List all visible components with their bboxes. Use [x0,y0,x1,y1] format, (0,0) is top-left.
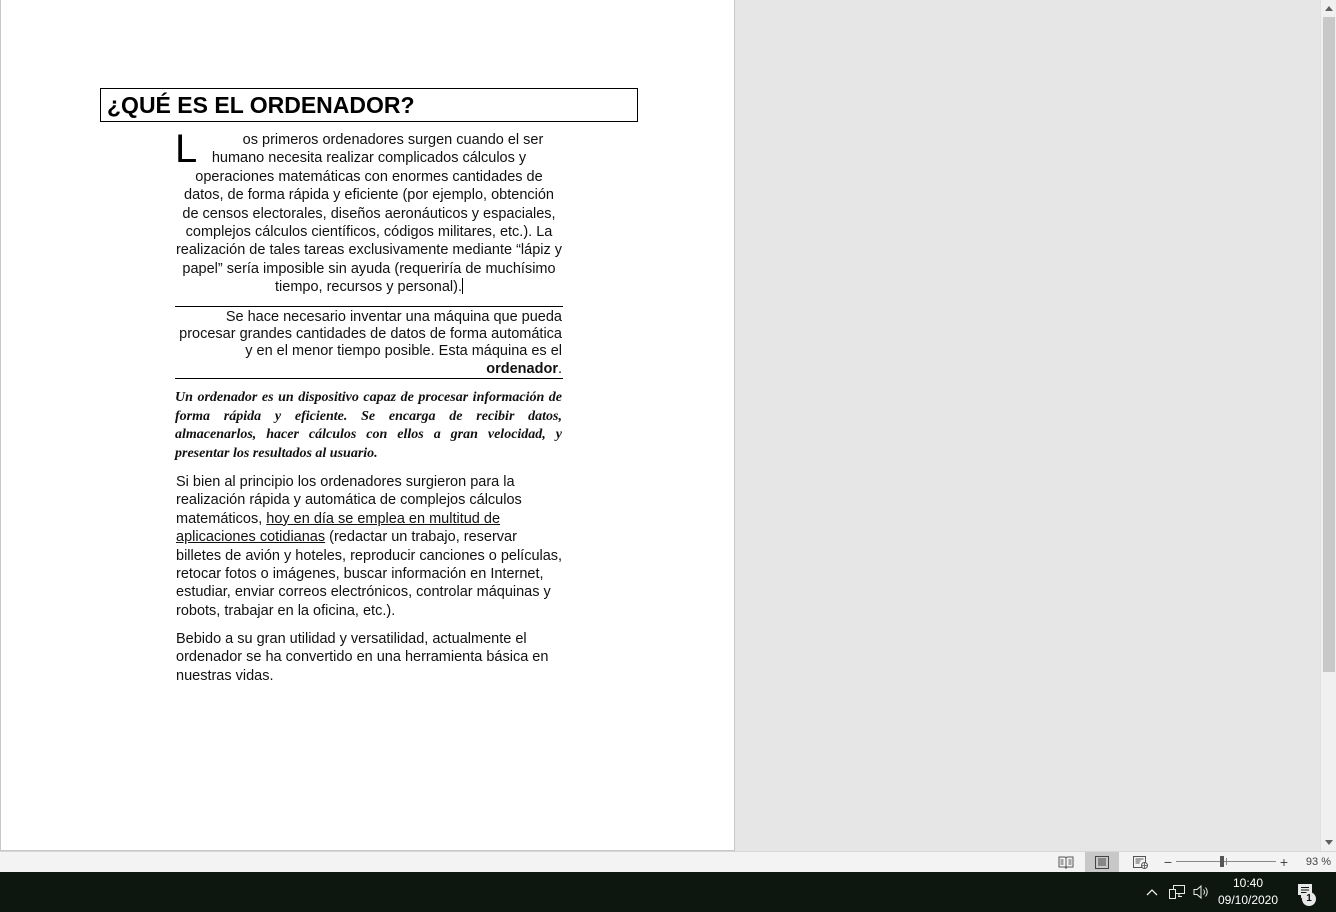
scroll-up-button[interactable] [1321,0,1336,16]
document-title[interactable]: ¿QUÉ ES EL ORDENADOR? [107,92,415,118]
notification-badge: 1 [1302,892,1316,906]
underlined-text: hoy en día se emplea en multitud de aplicaciones cotidianas [176,510,501,546]
clock-time: 10:40 [1232,876,1264,890]
border-line-top [175,306,563,307]
text-cursor [462,278,463,294]
zoom-slider-thumb[interactable] [1220,856,1224,867]
chevron-up-icon [1325,6,1333,11]
scroll-thumb[interactable] [1323,17,1335,672]
zoom-slider-center-mark [1226,858,1227,865]
paragraph-uses-start: Si bien al principio los ordenadores surgieron para la realización rápida y automática de complejos cálculos matemáticos, [176,474,522,527]
system-clock[interactable] [1212,875,1284,911]
taskbar [0,872,1336,912]
clock-date: 09/10/2020 [1217,893,1279,907]
paragraph-intro-text: os primeros ordenadores surgen cuando el ser humano necesita realizar complicados cálculos y operaciones matemáticas con enormes cantidades de datos, de forma rápida y eficiente (por ejemplo, obtención de censos electorales, diseños aeronáuticos y espaciales, complejos cálculos científicos, códigos militares, etc.). La realización de tales tareas exclusivamente mediante “lápiz y papel” sería imposible sin ayuda (requeriría de muchísimo tiempo, recursos y personal). [175,132,563,296]
vertical-scrollbar[interactable] [1320,0,1336,851]
paragraph-machine[interactable] [175,309,562,378]
zoom-out-button[interactable]: − [1163,854,1173,870]
drop-cap[interactable]: L [175,127,198,171]
paragraph-uses[interactable] [176,473,564,620]
print-layout-button[interactable] [1085,852,1119,872]
paragraph-conclusion[interactable]: Bebido a su gran utilidad y versatilidad, actualmente el ordenador se ha convertido en una herramienta básica en nuestras vidas. [176,631,549,684]
paragraph-intro[interactable] [175,131,563,297]
chevron-down-icon [1325,840,1333,845]
title-text-box[interactable] [100,88,638,122]
paragraph-machine-end: . [557,360,562,377]
status-bar [0,851,1336,872]
show-hidden-icons-button[interactable] [1143,882,1161,902]
web-layout-icon [1133,856,1149,869]
network-icon [1168,884,1186,900]
print-layout-icon [1095,856,1109,869]
web-layout-button[interactable] [1124,852,1158,872]
volume-icon [1192,884,1210,900]
border-line-bottom [175,378,563,379]
paragraph-definition[interactable]: Un ordenador es un dispositivo capaz de procesar información de forma rápida y eficiente. Se encarga de recibir datos, almacenarlos, hacer cálculos con ellos a gran velocidad, y presentar los resultados al usuario. [175,390,562,461]
zoom-in-button[interactable]: + [1279,854,1289,870]
volume-button[interactable] [1190,882,1212,902]
bold-word-ordenador: ordenador [486,360,558,377]
paragraph-machine-text: Se hace necesario inventar una máquina que pueda procesar grandes cantidades de datos de forma automática y en el menor tiempo posible. Esta máquina es el [179,309,562,360]
chevron-up-icon [1146,888,1158,896]
network-button[interactable] [1166,882,1188,902]
zoom-level[interactable]: 93 % [1305,856,1331,868]
read-mode-button[interactable] [1049,852,1083,872]
read-mode-icon [1058,856,1074,869]
scroll-down-button[interactable] [1321,834,1336,850]
paragraph-uses-end: (redactar un trabajo, reservar billetes de avión y hoteles, reproducir canciones o películas, retocar fotos o imágenes, buscar información en Internet, estudiar, enviar correos electrónicos, controlar máquinas y robots, trabajar en la oficina, etc.). [176,529,563,619]
